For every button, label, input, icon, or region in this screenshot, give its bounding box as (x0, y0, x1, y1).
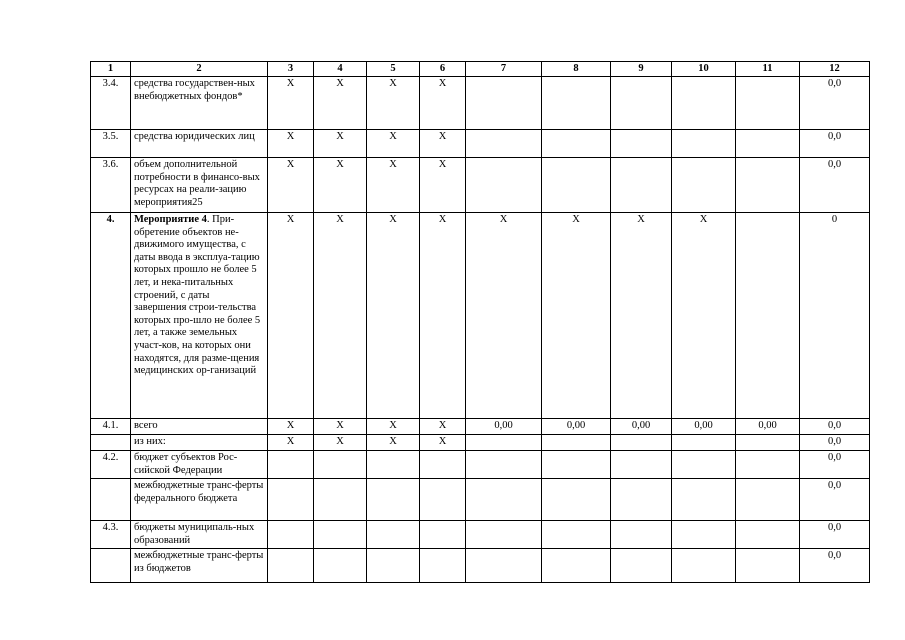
table-row (91, 419, 870, 435)
table-cell (367, 451, 420, 479)
table-cell (611, 435, 672, 451)
row-number: 4. (91, 213, 131, 419)
header-cell: 8 (542, 62, 611, 77)
table-row (91, 521, 870, 549)
table-cell (420, 521, 466, 549)
table-cell: X (314, 435, 367, 451)
table-cell (466, 435, 542, 451)
header-cell: 10 (672, 62, 736, 77)
table-cell (611, 77, 672, 130)
table-cell: X (314, 130, 367, 158)
table-cell (672, 451, 736, 479)
table-cell (542, 479, 611, 521)
header-cell: 12 (800, 62, 870, 77)
table-cell: 0,0 (800, 479, 870, 521)
table-cell (466, 158, 542, 213)
table-cell: X (314, 158, 367, 213)
row-description (131, 213, 268, 419)
table-cell: X (672, 213, 736, 419)
table-cell (611, 451, 672, 479)
table-cell (542, 435, 611, 451)
table-cell (736, 213, 800, 419)
header-cell: 6 (420, 62, 466, 77)
table-cell (736, 549, 800, 583)
header-cell: 1 (91, 62, 131, 77)
table-cell: X (367, 213, 420, 419)
table-cell (672, 435, 736, 451)
table-cell: X (314, 77, 367, 130)
table-cell: 0,00 (542, 419, 611, 435)
measure-text: . При-обретение объектов не-движимого имущества, с даты ввода в эксплуа-тацию которых прошло не более 5 лет, и нека-питальных строений, с даты завершения строи-тельства которых про-шло не более 5 лет, а также земельных участ-ков, на которых они находятся, для разме-щения медицинских ор-ганизаций (134, 214, 261, 377)
table-cell: X (268, 130, 314, 158)
table-cell (314, 549, 367, 583)
table-cell: X (314, 419, 367, 435)
table-cell: X (367, 419, 420, 435)
row-number (91, 549, 131, 583)
table-cell: X (611, 213, 672, 419)
table-cell: 0,0 (800, 451, 870, 479)
table-cell (268, 549, 314, 583)
table-cell: X (367, 158, 420, 213)
table-cell (672, 158, 736, 213)
table-cell: X (268, 435, 314, 451)
row-number: 4.3. (91, 521, 131, 549)
table-cell: 0,00 (736, 419, 800, 435)
row-description: всего (131, 419, 268, 435)
table-cell: X (420, 435, 466, 451)
table-cell (367, 521, 420, 549)
row-number (91, 479, 131, 521)
table-cell (542, 549, 611, 583)
table-cell (314, 451, 367, 479)
row-description: из них: (131, 435, 268, 451)
table-row (91, 451, 870, 479)
header-cell: 4 (314, 62, 367, 77)
table-cell: 0,0 (800, 435, 870, 451)
row-description: бюджеты муниципаль-ных образований (131, 521, 268, 549)
table-row (91, 77, 870, 130)
table-cell: 0,0 (800, 521, 870, 549)
table-cell: X (367, 77, 420, 130)
table-cell: X (367, 130, 420, 158)
table-cell (542, 451, 611, 479)
table-cell (268, 479, 314, 521)
table-cell (420, 479, 466, 521)
table-cell (542, 521, 611, 549)
table-cell: 0,00 (466, 419, 542, 435)
table-row (91, 549, 870, 583)
table-cell (466, 130, 542, 158)
table-cell: 0 (800, 213, 870, 419)
header-row (91, 62, 870, 77)
table-cell (736, 451, 800, 479)
table-cell (420, 549, 466, 583)
table-cell (736, 521, 800, 549)
header-cell: 9 (611, 62, 672, 77)
table-cell: X (367, 435, 420, 451)
table-cell: X (420, 77, 466, 130)
header-cell: 11 (736, 62, 800, 77)
table-cell (466, 479, 542, 521)
table-cell (466, 77, 542, 130)
table-cell (367, 479, 420, 521)
table-cell: X (268, 158, 314, 213)
table-cell (672, 77, 736, 130)
header-cell: 3 (268, 62, 314, 77)
table-cell (466, 451, 542, 479)
table-cell (268, 521, 314, 549)
row-number (91, 435, 131, 451)
table-cell: X (542, 213, 611, 419)
table-cell (611, 130, 672, 158)
header-cell: 7 (466, 62, 542, 77)
table-cell: X (314, 213, 367, 419)
table-cell: X (420, 158, 466, 213)
table-cell (611, 479, 672, 521)
table-cell: 0,00 (611, 419, 672, 435)
header-cell: 5 (367, 62, 420, 77)
table-cell: 0,00 (672, 419, 736, 435)
table-row (91, 213, 870, 419)
table-row (91, 435, 870, 451)
table-row (91, 479, 870, 521)
table-cell: X (466, 213, 542, 419)
table-cell (268, 451, 314, 479)
table-cell (736, 435, 800, 451)
row-description: средства государствен-ных внебюджетных фондов* (131, 77, 268, 130)
table-cell (367, 549, 420, 583)
table-cell (611, 158, 672, 213)
table-cell: X (268, 419, 314, 435)
table-cell (736, 130, 800, 158)
table-cell: 0,0 (800, 158, 870, 213)
table-cell (466, 521, 542, 549)
table-row (91, 158, 870, 213)
row-number: 3.5. (91, 130, 131, 158)
table-cell (542, 77, 611, 130)
row-description: средства юридических лиц (131, 130, 268, 158)
table-cell (736, 158, 800, 213)
row-description: межбюджетные транс-ферты федерального бюджета (131, 479, 268, 521)
table-cell (672, 130, 736, 158)
financing-table (90, 61, 870, 583)
row-number: 4.1. (91, 419, 131, 435)
table-cell (611, 521, 672, 549)
table-cell: X (420, 130, 466, 158)
table-cell (420, 451, 466, 479)
table-cell: 0,0 (800, 419, 870, 435)
table-cell (736, 479, 800, 521)
table-cell (466, 549, 542, 583)
table-cell: X (420, 213, 466, 419)
table-cell: X (268, 77, 314, 130)
table-cell (672, 521, 736, 549)
row-description: бюджет субъектов Рос-сийской Федерации (131, 451, 268, 479)
table-cell (542, 158, 611, 213)
table-cell: 0,0 (800, 549, 870, 583)
table-cell (542, 130, 611, 158)
table-cell: X (420, 419, 466, 435)
header-cell: 2 (131, 62, 268, 77)
table-cell: 0,0 (800, 77, 870, 130)
row-number: 4.2. (91, 451, 131, 479)
table-cell: X (268, 213, 314, 419)
table-cell (672, 549, 736, 583)
table-cell (611, 549, 672, 583)
row-number: 3.6. (91, 158, 131, 213)
table-cell (314, 521, 367, 549)
table-cell: 0,0 (800, 130, 870, 158)
row-number: 3.4. (91, 77, 131, 130)
table-cell (736, 77, 800, 130)
row-description: объем дополнительной потребности в финансо-вых ресурсах на реали-зацию мероприятия25 (131, 158, 268, 213)
table-cell (672, 479, 736, 521)
table-cell (314, 479, 367, 521)
measure-title: Мероприятие 4 (134, 214, 207, 225)
table-row (91, 130, 870, 158)
row-description: межбюджетные транс-ферты из бюджетов (131, 549, 268, 583)
